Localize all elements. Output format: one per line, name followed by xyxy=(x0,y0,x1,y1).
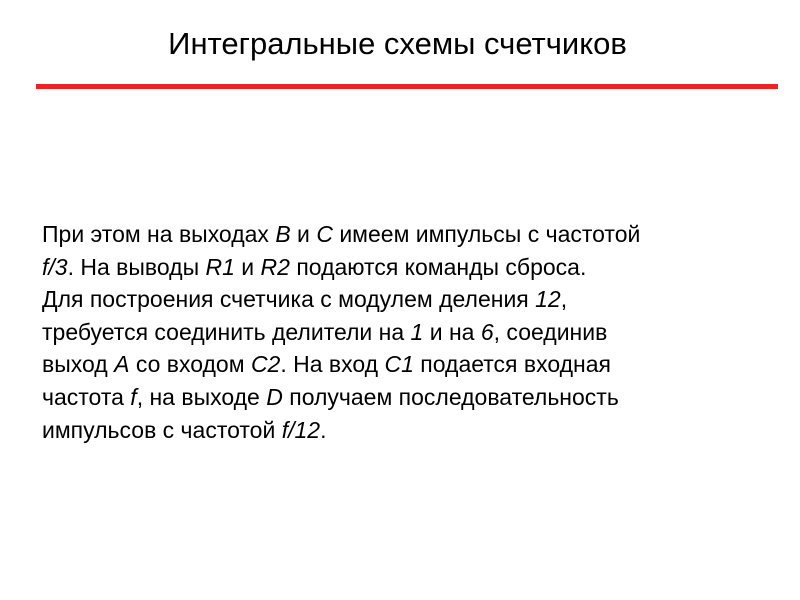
text-segment: . На вход xyxy=(280,351,385,378)
italic-term: f/12 xyxy=(281,416,321,443)
italic-term: f xyxy=(130,383,137,410)
title-divider xyxy=(36,84,778,89)
body-paragraph xyxy=(42,218,762,446)
italic-term: В xyxy=(275,221,291,247)
text-segment: Для построения счетчика с модулем деления xyxy=(42,286,536,313)
text-segment: и на xyxy=(423,318,481,345)
text-segment: требуется соединить делители на xyxy=(42,318,411,345)
body-line-6 xyxy=(42,381,762,414)
italic-term: 6 xyxy=(480,318,494,345)
italic-term: С xyxy=(316,221,333,247)
text-segment: выход xyxy=(42,351,115,378)
italic-term: 1 xyxy=(410,318,424,345)
text-segment: , на выходе xyxy=(136,383,267,410)
body-line-5 xyxy=(42,348,762,381)
text-segment: . xyxy=(320,416,327,443)
italic-term: С1 xyxy=(384,351,414,378)
slide-title: Интегральные схемы счетчиков xyxy=(168,26,627,61)
text-segment: . На выводы xyxy=(67,253,206,280)
italic-term: А xyxy=(114,351,130,378)
body-line-3 xyxy=(42,283,762,316)
italic-term: D xyxy=(266,383,283,410)
italic-term: 12 xyxy=(535,286,561,313)
body-line-4 xyxy=(42,316,762,349)
text-segment: подаются команды сброса. xyxy=(289,253,587,280)
body-line-1 xyxy=(42,218,762,251)
text-segment: и xyxy=(234,253,261,280)
italic-term: R1 xyxy=(205,253,235,280)
italic-term: f/3 xyxy=(42,253,68,280)
text-segment: импульсов с частотой xyxy=(42,416,282,443)
text-segment: частота xyxy=(42,383,131,410)
italic-term: R2 xyxy=(260,253,290,280)
body-line-7 xyxy=(42,414,762,447)
text-segment: получаем последовательность xyxy=(282,383,619,410)
text-segment: , соединив xyxy=(493,318,608,345)
text-segment: и xyxy=(290,221,317,247)
italic-term: С2 xyxy=(250,351,281,378)
text-segment: При этом на выходах xyxy=(42,221,276,247)
text-segment: подается входная xyxy=(413,351,611,378)
text-segment: со входом xyxy=(129,351,251,378)
text-segment: , xyxy=(560,286,568,313)
text-segment: имеем импульсы с частотой xyxy=(332,221,641,247)
body-line-2 xyxy=(42,251,762,284)
